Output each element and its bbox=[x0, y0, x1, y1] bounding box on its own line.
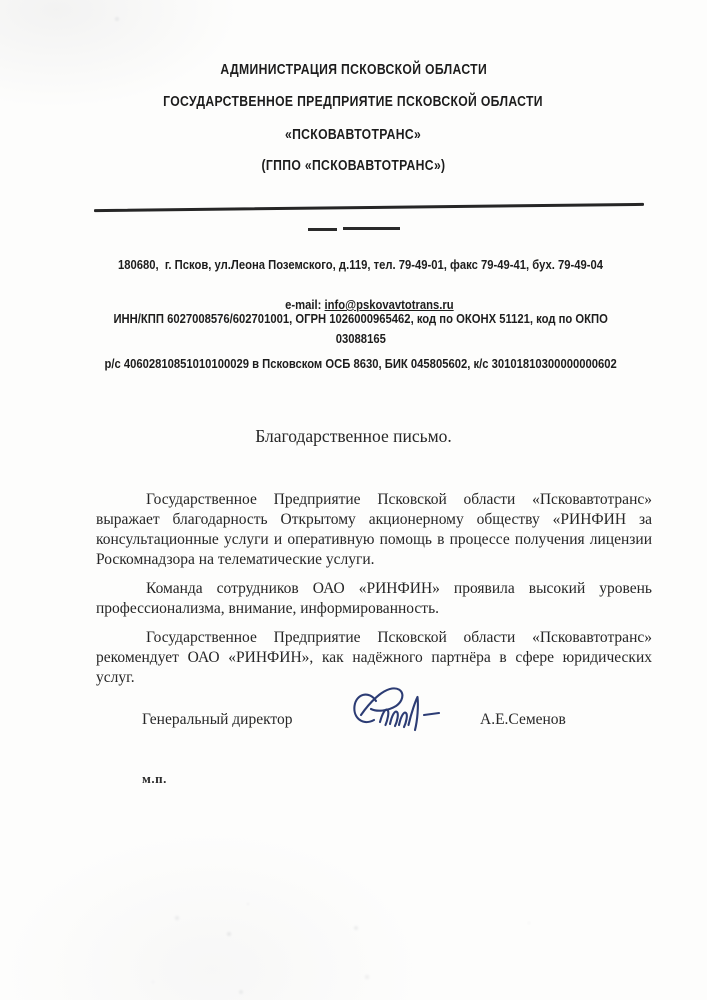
paragraph: Государственное Предприятие Псковской области «Псковавтотранс» выражает благодарность Открытому акционерному обществу «РИНФИН за консультационные услуги и оперативную помощь в процессе получения лицензии Роскомнадзора на телематические услуги. bbox=[96, 491, 652, 568]
requisites-line-2: 03088165 bbox=[335, 332, 386, 346]
requisites-line-1: ИНН/КПП 6027008576/602701001, ОГРН 1026000965462, код по ОКОНХ 51121, код по ОКПО bbox=[113, 312, 608, 326]
email-label: e-mail: bbox=[285, 298, 325, 312]
org-name-line-4: (ГППО «ПСКОВАВТОТРАНС») bbox=[261, 158, 446, 174]
letter-title: Благодарственное письмо. bbox=[255, 426, 452, 446]
letterhead-divider-rule bbox=[94, 203, 644, 212]
signatory-role: Генеральный директор bbox=[142, 711, 293, 728]
divider-dash-short bbox=[308, 228, 337, 231]
letter-body bbox=[96, 490, 652, 697]
email-address: info@pskovavtotrans.ru bbox=[324, 298, 455, 312]
seal-placeholder: м.п. bbox=[142, 771, 167, 786]
org-name-line-2: ГОСУДАРСТВЕННОЕ ПРЕДПРИЯТИЕ ПСКОВСКОЙ ОБЛАСТИ bbox=[163, 94, 544, 110]
org-name-line-3: «ПСКОВАВТОТРАНС» bbox=[285, 127, 422, 143]
org-name-line-1: АДМИНИСТРАЦИЯ ПСКОВСКОЙ ОБЛАСТИ bbox=[220, 62, 487, 78]
address-line: 180680, г. Псков, ул.Леона Поземского, д.119, тел. 79-49-01, факс 79-49-41, бух. 79-49-04 bbox=[117, 258, 603, 272]
divider-dash-long bbox=[343, 227, 400, 230]
handwritten-signature-icon bbox=[347, 680, 461, 744]
signatory-name: А.Е.Семенов bbox=[480, 711, 566, 728]
bank-account-line: р/с 40602810851010100029 в Псковском ОСБ 8630, БИК 045805602, к/с 30101810300000000602 bbox=[104, 357, 617, 371]
paragraph: Государственное Предприятие Псковской области «Псковавтотранс» рекомендует ОАО «РИНФИН», как надёжного партнёра в сфере юридических услуг. bbox=[96, 629, 652, 686]
scan-noise bbox=[0, 0, 2, 2]
paragraph: Команда сотрудников ОАО «РИНФИН» проявила высокий уровень профессионализма, внимание, информированность. bbox=[96, 580, 652, 617]
